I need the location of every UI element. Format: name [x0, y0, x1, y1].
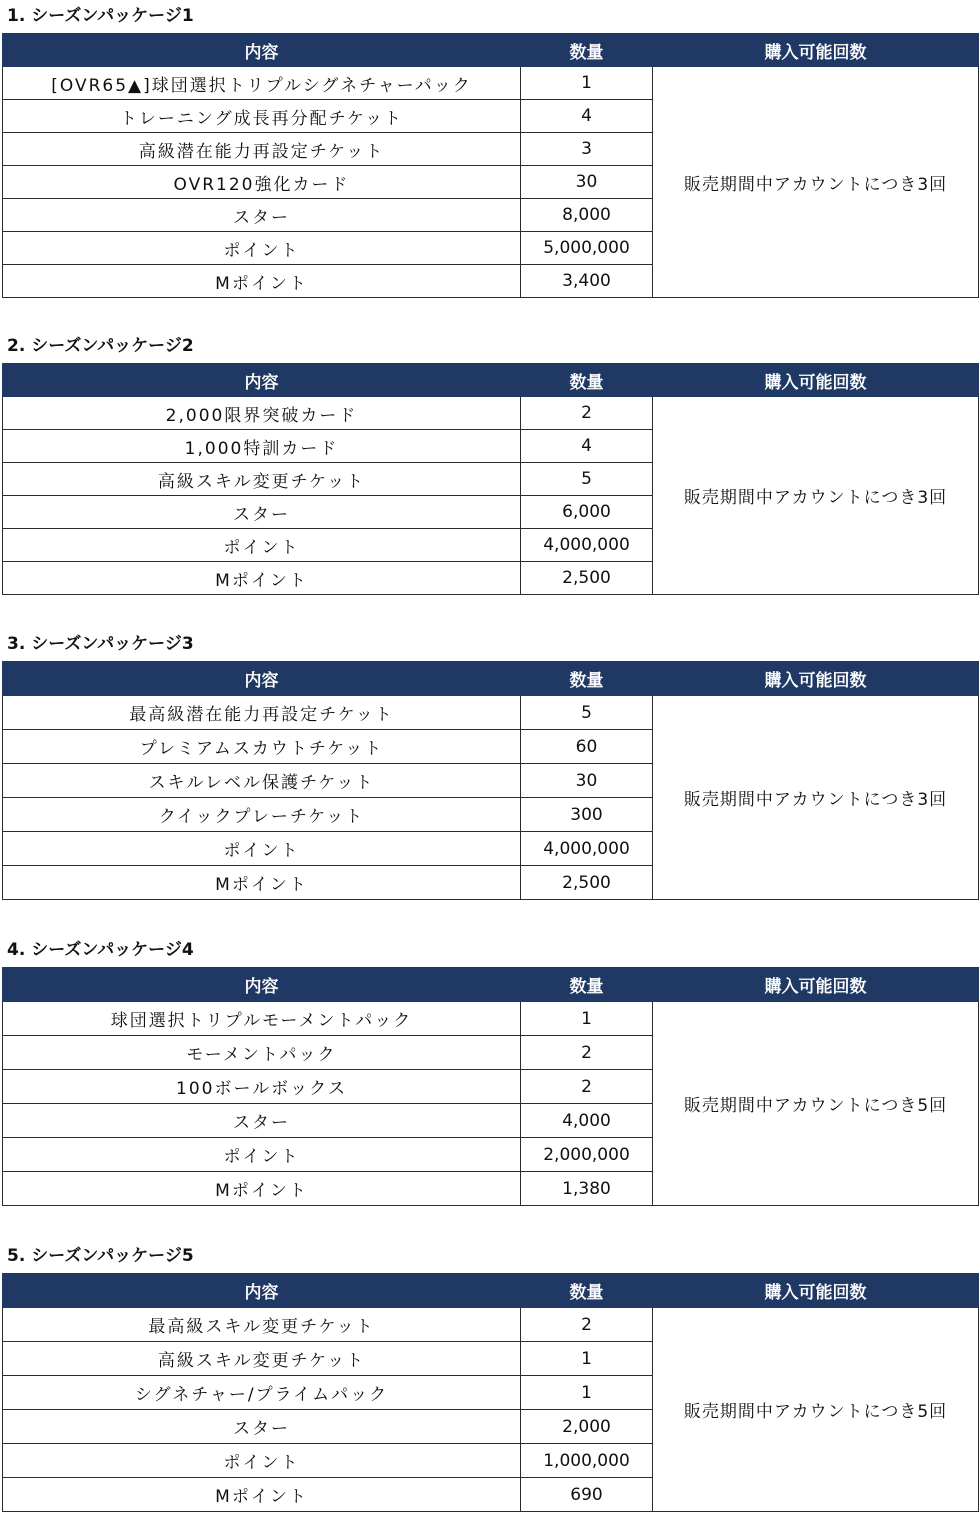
- table-row: [3, 1002, 979, 1036]
- table-header-row: [3, 1274, 979, 1308]
- item-cell: Mポイント: [3, 562, 521, 595]
- quantity-cell: 2,000: [521, 1410, 653, 1444]
- section-title: 3. シーズンパッケージ3: [7, 634, 194, 654]
- item-cell: 高級潜在能力再設定チケット: [3, 133, 521, 166]
- header-item: 内容: [3, 1274, 521, 1308]
- header-limit: 購入可能回数: [653, 34, 979, 67]
- item-cell: [OVR65▲]球団選択トリプルシグネチャーパック: [3, 67, 521, 100]
- item-cell: 2,000限界突破カード: [3, 397, 521, 430]
- purchase-limit-cell: 販売期間中アカウントにつき3回: [653, 696, 979, 900]
- item-cell: ポイント: [3, 1138, 521, 1172]
- header-item: 内容: [3, 662, 521, 696]
- item-cell: ポイント: [3, 1444, 521, 1478]
- quantity-cell: 8,000: [521, 199, 653, 232]
- package-table: [2, 967, 979, 1206]
- quantity-cell: 300: [521, 798, 653, 832]
- quantity-cell: 30: [521, 764, 653, 798]
- section-title: 2. シーズンパッケージ2: [7, 336, 194, 356]
- quantity-cell: 4: [521, 100, 653, 133]
- item-cell: スキルレベル保護チケット: [3, 764, 521, 798]
- package-table: [2, 1273, 979, 1512]
- header-limit: 購入可能回数: [653, 662, 979, 696]
- item-cell: スター: [3, 1104, 521, 1138]
- item-cell: Mポイント: [3, 1172, 521, 1206]
- item-cell: スター: [3, 496, 521, 529]
- quantity-cell: 2: [521, 1070, 653, 1104]
- item-cell: トレーニング成長再分配チケット: [3, 100, 521, 133]
- item-cell: 最高級潜在能力再設定チケット: [3, 696, 521, 730]
- item-cell: 高級スキル変更チケット: [3, 463, 521, 496]
- header-item: 内容: [3, 364, 521, 397]
- quantity-cell: 1: [521, 1376, 653, 1410]
- quantity-cell: 3: [521, 133, 653, 166]
- quantity-cell: 2: [521, 1036, 653, 1070]
- quantity-cell: 690: [521, 1478, 653, 1512]
- item-cell: スター: [3, 1410, 521, 1444]
- quantity-cell: 4,000: [521, 1104, 653, 1138]
- purchase-limit-cell: 販売期間中アカウントにつき3回: [653, 67, 979, 298]
- header-quantity: 数量: [521, 662, 653, 696]
- quantity-cell: 1,000,000: [521, 1444, 653, 1478]
- table-header-row: [3, 968, 979, 1002]
- quantity-cell: 5: [521, 696, 653, 730]
- item-cell: シグネチャー/プライムパック: [3, 1376, 521, 1410]
- quantity-cell: 4: [521, 430, 653, 463]
- header-quantity: 数量: [521, 364, 653, 397]
- item-cell: 最高級スキル変更チケット: [3, 1308, 521, 1342]
- section-title: 1. シーズンパッケージ1: [7, 6, 194, 26]
- item-cell: Mポイント: [3, 265, 521, 298]
- item-cell: Mポイント: [3, 1478, 521, 1512]
- item-cell: 100ボールボックス: [3, 1070, 521, 1104]
- purchase-limit-cell: 販売期間中アカウントにつき3回: [653, 397, 979, 595]
- quantity-cell: 1: [521, 67, 653, 100]
- item-cell: OVR120強化カード: [3, 166, 521, 199]
- item-cell: ポイント: [3, 529, 521, 562]
- quantity-cell: 4,000,000: [521, 529, 653, 562]
- quantity-cell: 60: [521, 730, 653, 764]
- header-item: 内容: [3, 968, 521, 1002]
- item-cell: プレミアムスカウトチケット: [3, 730, 521, 764]
- item-cell: ポイント: [3, 232, 521, 265]
- quantity-cell: 30: [521, 166, 653, 199]
- header-quantity: 数量: [521, 34, 653, 67]
- quantity-cell: 5,000,000: [521, 232, 653, 265]
- item-cell: 1,000特訓カード: [3, 430, 521, 463]
- table-header-row: [3, 662, 979, 696]
- purchase-limit-cell: 販売期間中アカウントにつき5回: [653, 1308, 979, 1512]
- item-cell: スター: [3, 199, 521, 232]
- header-quantity: 数量: [521, 968, 653, 1002]
- table-header-row: [3, 364, 979, 397]
- table-row: [3, 67, 979, 100]
- item-cell: 球団選択トリプルモーメントパック: [3, 1002, 521, 1036]
- purchase-limit-cell: 販売期間中アカウントにつき5回: [653, 1002, 979, 1206]
- quantity-cell: 6,000: [521, 496, 653, 529]
- quantity-cell: 1: [521, 1002, 653, 1036]
- item-cell: 高級スキル変更チケット: [3, 1342, 521, 1376]
- quantity-cell: 2: [521, 1308, 653, 1342]
- quantity-cell: 2,000,000: [521, 1138, 653, 1172]
- quantity-cell: 1,380: [521, 1172, 653, 1206]
- item-cell: モーメントパック: [3, 1036, 521, 1070]
- section-title: 5. シーズンパッケージ5: [7, 1246, 194, 1266]
- table-header-row: [3, 34, 979, 67]
- package-table: [2, 33, 979, 298]
- header-quantity: 数量: [521, 1274, 653, 1308]
- quantity-cell: 2,500: [521, 866, 653, 900]
- section-title: 4. シーズンパッケージ4: [7, 940, 194, 960]
- table-row: [3, 397, 979, 430]
- header-limit: 購入可能回数: [653, 364, 979, 397]
- item-cell: クイックプレーチケット: [3, 798, 521, 832]
- package-table: [2, 661, 979, 900]
- header-limit: 購入可能回数: [653, 1274, 979, 1308]
- header-limit: 購入可能回数: [653, 968, 979, 1002]
- quantity-cell: 4,000,000: [521, 832, 653, 866]
- header-item: 内容: [3, 34, 521, 67]
- table-row: [3, 1308, 979, 1342]
- quantity-cell: 3,400: [521, 265, 653, 298]
- quantity-cell: 2,500: [521, 562, 653, 595]
- table-row: [3, 696, 979, 730]
- package-table: [2, 363, 979, 595]
- quantity-cell: 2: [521, 397, 653, 430]
- item-cell: ポイント: [3, 832, 521, 866]
- item-cell: Mポイント: [3, 866, 521, 900]
- quantity-cell: 5: [521, 463, 653, 496]
- quantity-cell: 1: [521, 1342, 653, 1376]
